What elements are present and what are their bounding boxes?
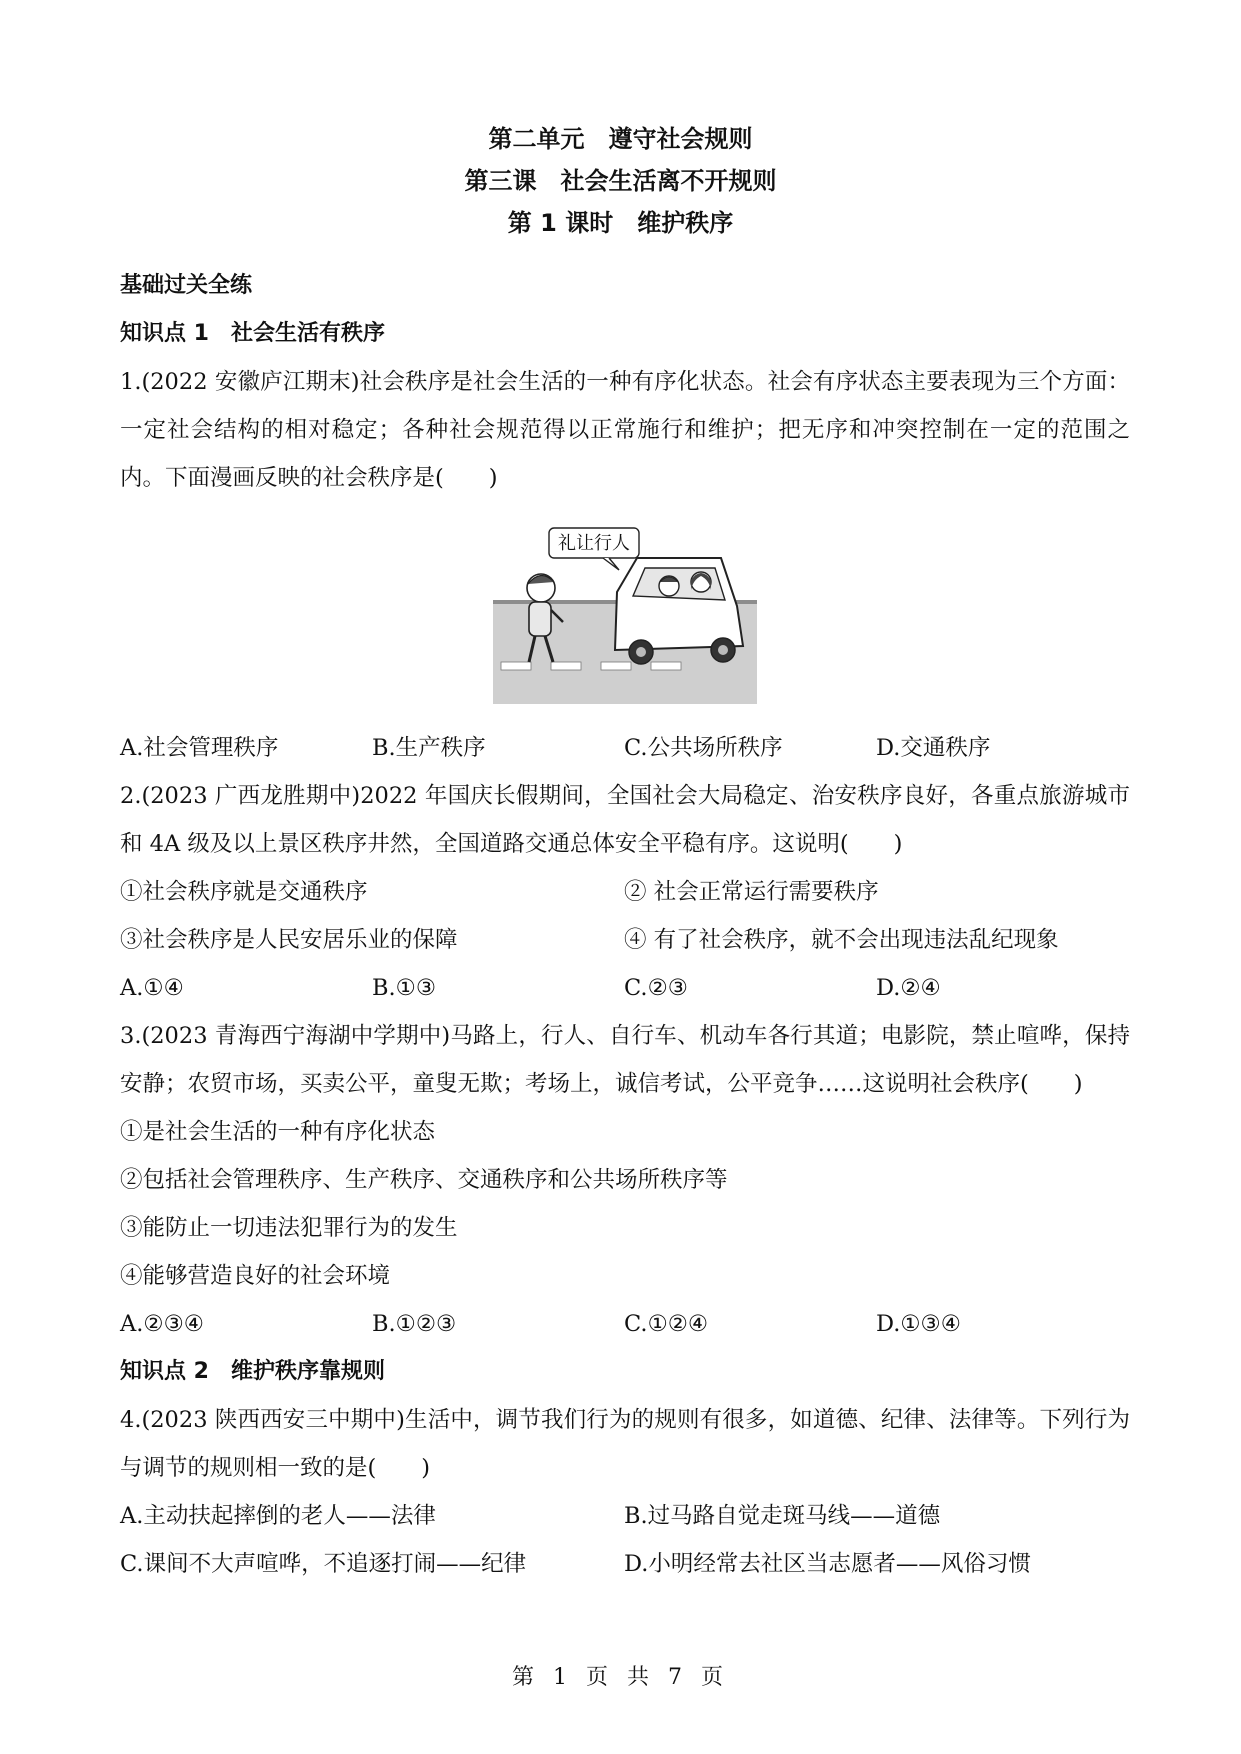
question-2-stem: 2.(2023 广西龙胜期中)2022 年国庆长假期间，全国社会大局稳定、治安秩序良好，各重点旅游城市和 4A 级及以上景区秩序井然，全国道路交通总体安全平稳有序。这说明( ) — [120, 783, 1130, 857]
q2-option-c: C.②③ — [624, 975, 688, 1001]
q1-option-d: D.交通秩序 — [876, 735, 991, 761]
question-2-statements-row-1 — [120, 868, 1130, 916]
q2-statement-4: ④ 有了社会秩序，就不会出现违法乱纪现象 — [624, 927, 1059, 953]
q4-option-d: D.小明经常去社区当志愿者——风俗习惯 — [624, 1551, 1031, 1577]
knowledge-point-1: 知识点 1 社会生活有秩序 — [120, 321, 385, 346]
q3-option-c: C.①②④ — [624, 1311, 709, 1337]
q3-option-b: B.①②③ — [372, 1311, 457, 1337]
question-3-options — [120, 1300, 1130, 1348]
section-heading: 基础过关全练 — [120, 273, 253, 298]
q1-option-c: C.公共场所秩序 — [624, 735, 783, 761]
content — [120, 262, 1130, 1588]
question-2-options — [120, 964, 1130, 1012]
q4-option-b: B.过马路自觉走斑马线——道德 — [624, 1503, 941, 1529]
period-title: 第 1 课时 维护秩序 — [507, 209, 734, 237]
question-3-stem: 3.(2023 青海西宁海湖中学期中)马路上，行人、自行车、机动车各行其道；电影院，禁止喧哗，保持安静；农贸市场，买卖公平，童叟无欺；考场上，诚信考试，公平竞争……这说明社会秩序( ) — [120, 1023, 1130, 1097]
q4-option-c: C.课间不大声喧哗，不追逐打闹——纪律 — [120, 1551, 527, 1577]
q4-option-a: A.主动扶起摔倒的老人——法律 — [120, 1503, 436, 1529]
unit-title: 第二单元 遵守社会规则 — [488, 125, 753, 153]
q2-option-b: B.①③ — [372, 975, 437, 1001]
question-4-options-row-1 — [120, 1492, 1130, 1540]
question-1-options — [120, 724, 1130, 772]
knowledge-point-2: 知识点 2 维护秩序靠规则 — [120, 1359, 385, 1384]
lesson-title: 第三课 社会生活离不开规则 — [464, 167, 777, 195]
question-4-stem: 4.(2023 陕西西安三中期中)生活中，调节我们行为的规则有很多，如道德、纪律、法律等。下列行为与调节的规则相一致的是( ) — [120, 1407, 1130, 1481]
question-2-statements-row-2 — [120, 916, 1130, 964]
question-1-stem: 1.(2022 安徽庐江期末)社会秩序是社会生活的一种有序化状态。社会有序状态主要表现为三个方面：一定社会结构的相对稳定；各种社会规范得以正常施行和维护；把无序和冲突控制在一定的范围之内。下面漫画反映的社会秩序是( ) — [120, 369, 1130, 491]
q1-option-a: A.社会管理秩序 — [120, 735, 279, 761]
q2-option-a: A.①④ — [120, 975, 184, 1001]
q2-statement-2: ② 社会正常运行需要秩序 — [624, 879, 879, 905]
q3-statement-4: ④能够营造良好的社会环境 — [120, 1263, 391, 1289]
cartoon-figure — [120, 502, 1130, 724]
q3-statement-1: ①是社会生活的一种有序化状态 — [120, 1119, 436, 1145]
q3-option-a: A.②③④ — [120, 1311, 204, 1337]
q2-statement-1: ①社会秩序就是交通秩序 — [120, 879, 368, 905]
question-4-options-row-2 — [120, 1540, 1130, 1588]
q2-option-d: D.②④ — [876, 975, 941, 1001]
title-block — [0, 118, 1241, 244]
page-footer: 第 1 页 共 7 页 — [512, 1665, 729, 1690]
q2-statement-3: ③社会秩序是人民安居乐业的保障 — [120, 927, 458, 953]
q3-option-d: D.①③④ — [876, 1311, 961, 1337]
cartoon-bubble-text: 礼让行人 — [558, 533, 630, 554]
q3-statement-2: ②包括社会管理秩序、生产秩序、交通秩序和公共场所秩序等 — [120, 1167, 728, 1193]
q1-option-b: B.生产秩序 — [372, 735, 486, 761]
traffic-cartoon-image — [493, 522, 757, 704]
q3-statement-3: ③能防止一切违法犯罪行为的发生 — [120, 1215, 458, 1241]
